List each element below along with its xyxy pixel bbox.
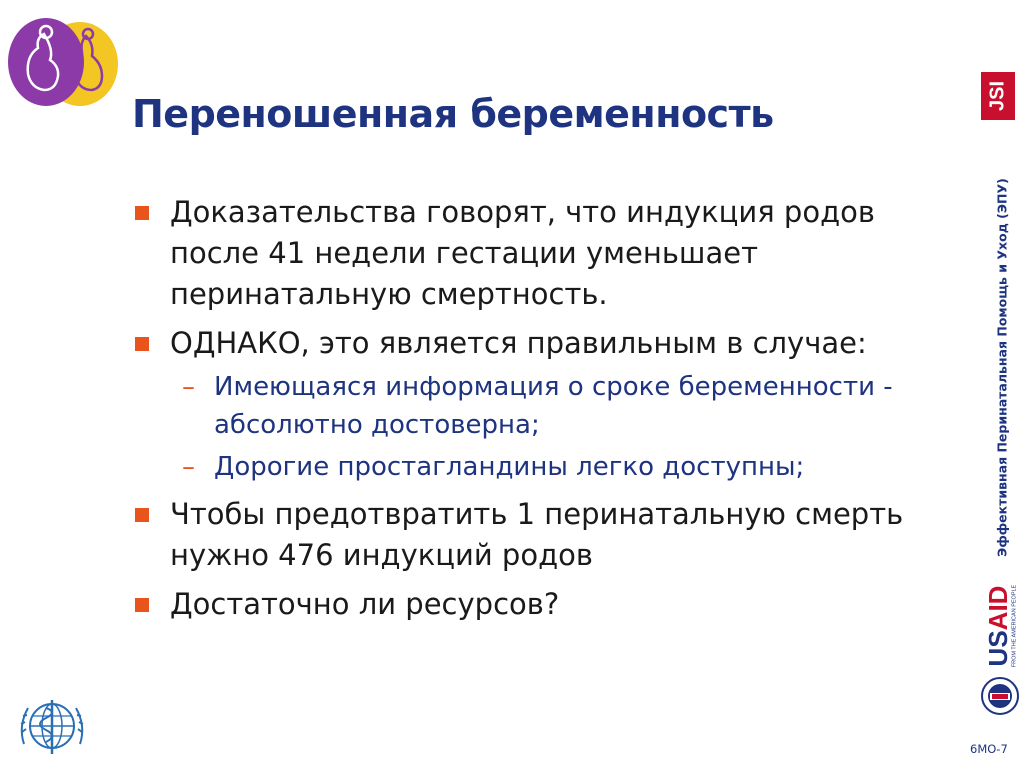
bullet-line: Чтобы предотвратить 1 перинатальную смерть xyxy=(170,497,904,531)
usaid-seal-icon xyxy=(980,676,1020,716)
sub-bullet-line: Имеющаяся информация о сроке беременности - xyxy=(214,372,893,402)
svg-text:JSI: JSI xyxy=(986,80,1009,112)
bullet-line: нужно 476 индукций родов xyxy=(170,538,593,572)
usaid-logo-icon xyxy=(982,580,1018,672)
pregnancy-logo-icon xyxy=(4,12,122,108)
bullet-item xyxy=(132,192,952,315)
slide-body xyxy=(132,192,952,625)
dash-marker: – xyxy=(182,372,195,402)
who-emblem-icon xyxy=(16,692,88,760)
bullet-line: после 41 недели гестации уменьшает xyxy=(170,236,758,270)
svg-text:USAID: USAID xyxy=(982,585,1013,667)
dash-marker: – xyxy=(182,452,195,482)
sub-bullet-line: абсолютно достоверна; xyxy=(214,410,540,440)
bullet-item xyxy=(132,494,952,576)
sub-bullet-item xyxy=(132,368,952,444)
bullet-item xyxy=(132,323,952,364)
slide-title: Переношенная беременность xyxy=(132,92,774,136)
svg-text:FROM THE AMERICAN PEOPLE: FROM THE AMERICAN PEOPLE xyxy=(1011,584,1018,668)
bullet-line: Достаточно ли ресурсов? xyxy=(170,587,560,621)
slide-code: 6МО-7 xyxy=(970,742,1008,756)
sub-bullet-item xyxy=(132,448,952,486)
bullet-square-icon xyxy=(135,206,149,220)
bullet-square-icon xyxy=(135,598,149,612)
bullet-square-icon xyxy=(135,508,149,522)
jsi-logo-icon xyxy=(981,72,1015,120)
bullet-line: перинатальную смертность. xyxy=(170,277,608,311)
bullet-line: Доказательства говорят, что индукция родов xyxy=(170,195,875,229)
sub-bullet-line: Дорогие простагландины легко доступны; xyxy=(214,452,805,482)
bullet-item xyxy=(132,584,952,625)
bullet-square-icon xyxy=(135,337,149,351)
bullet-line: ОДНАКО, это является правильным в случае: xyxy=(170,326,867,360)
